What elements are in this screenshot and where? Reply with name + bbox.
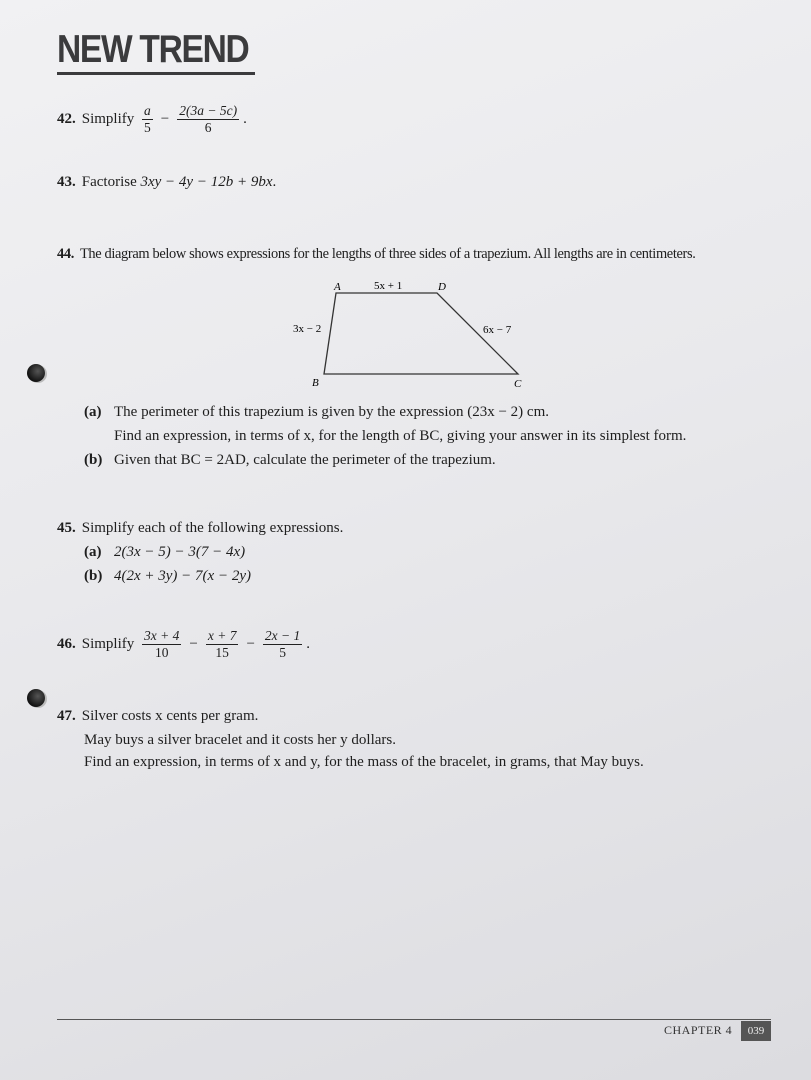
end-mark: . — [243, 110, 247, 127]
question-44-part-b — [84, 450, 496, 470]
question-45-part-a — [84, 542, 245, 562]
label-side-dc: 6x − 7 — [483, 324, 512, 336]
numerator: 3x + 4 — [144, 628, 180, 643]
footer-chapter: CHAPTER 4 — [664, 1023, 733, 1037]
label-side-ab: 3x − 2 — [293, 323, 322, 335]
question-text: Find an expression, in terms of x and y, for the mass of the bracelet, in grams, that May buys. — [84, 754, 644, 770]
question-number: 44. — [57, 246, 74, 262]
fraction-1 — [142, 103, 153, 136]
question-text: May buys a silver bracelet and it costs her y dollars. — [84, 732, 396, 748]
vertex-d: D — [438, 281, 446, 293]
numerator: a — [144, 103, 151, 118]
question-number: 46. — [57, 635, 76, 652]
fraction-2 — [206, 628, 239, 661]
vertex-c: C — [514, 378, 522, 390]
question-number: 42. — [57, 110, 76, 127]
question-text: Silver costs x cents per gram. — [81, 708, 259, 724]
numerator: 2x − 1 — [264, 628, 301, 643]
part-label: (a) — [84, 404, 102, 420]
question-44 — [57, 244, 695, 264]
part-label: (b) — [84, 568, 103, 584]
part-text: Find an expression, in terms of x, for the length of BC, giving your answer in its simplest form. — [114, 428, 687, 444]
label-side-ad: 5x + 1 — [374, 280, 403, 292]
question-44-part-a-line2 — [114, 426, 686, 446]
fraction-3 — [263, 628, 302, 661]
expression: 3xy − 4y − 12b + 9bx — [140, 174, 273, 190]
question-number: 47. — [57, 708, 76, 724]
fraction-2 — [177, 103, 239, 136]
question-prefix: Simplify — [81, 110, 135, 127]
vertex-a: A — [334, 281, 341, 293]
question-46 — [57, 628, 310, 661]
question-text: The diagram below shows expressions for the lengths of three sides of a trapezium. All lengths are in centimeters. — [79, 246, 696, 262]
end-mark: . — [272, 174, 277, 190]
part-expression: 2(3x − 5) − 3(7 − 4x) — [114, 544, 246, 560]
denominator: 5 — [279, 645, 286, 660]
denominator: 6 — [204, 120, 212, 135]
operator: − — [189, 635, 198, 652]
denominator: 10 — [154, 645, 169, 660]
question-44-part-a — [84, 402, 549, 422]
brand-title: NEW TREND — [57, 28, 249, 71]
question-number: 43. — [57, 174, 76, 190]
operator: − — [246, 635, 255, 652]
question-prefix: Simplify — [81, 635, 135, 652]
denominator: 5 — [144, 120, 151, 135]
vertex-b: B — [312, 377, 319, 389]
footer-rule — [57, 1019, 771, 1020]
end-mark: . — [306, 635, 311, 652]
question-45-part-b — [84, 566, 251, 586]
operator: − — [160, 110, 170, 127]
part-label: (b) — [84, 452, 103, 468]
part-label: (a) — [84, 544, 102, 560]
question-47-line2 — [84, 730, 396, 750]
question-text: Simplify each of the following expressions. — [81, 520, 344, 536]
part-expression: 4(2x + 3y) − 7(x − 2y) — [114, 568, 251, 584]
question-47 — [57, 706, 258, 726]
numerator: 2(3a − 5c) — [179, 103, 238, 118]
question-47-line3 — [84, 752, 644, 772]
question-text: Factorise — [81, 174, 141, 190]
question-42 — [57, 103, 247, 136]
brand-underline — [57, 72, 255, 75]
numerator: x + 7 — [207, 628, 237, 643]
part-text: Given that BC = 2AD, calculate the perimeter of the trapezium. — [114, 452, 496, 468]
question-number: 45. — [57, 520, 76, 536]
punch-hole-top — [27, 364, 45, 382]
question-45 — [57, 518, 343, 538]
punch-hole-bottom — [27, 689, 45, 707]
trapezium-diagram — [280, 276, 540, 394]
question-43 — [57, 172, 276, 192]
page-number: 039 — [741, 1021, 771, 1041]
fraction-1 — [142, 628, 181, 661]
denominator: 15 — [215, 645, 229, 660]
part-text: The perimeter of this trapezium is given by the expression (23x − 2) cm. — [114, 404, 550, 420]
